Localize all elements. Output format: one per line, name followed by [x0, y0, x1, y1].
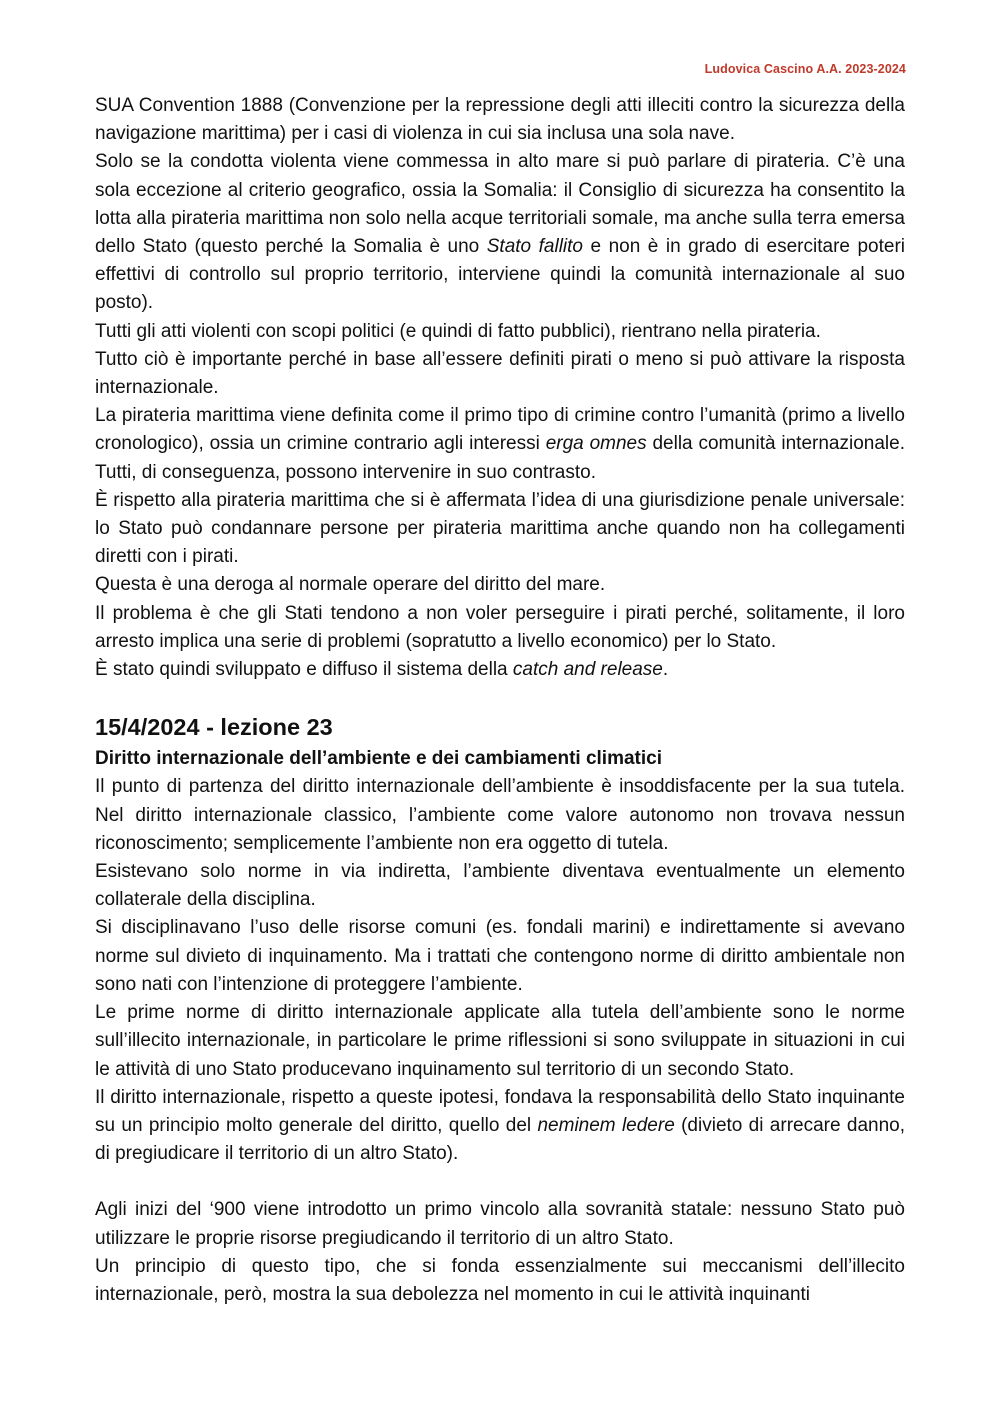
text-run: (divieto di arrecare danno, di pregiudicare il territorio di un altro Stato).: [95, 1114, 905, 1165]
text-run: e non è in grado di esercitare poteri effettivi di controllo sul proprio territorio, interviene quindi la comunità internazionale al suo posto).: [95, 236, 906, 314]
paragraph: Tutti gli atti violenti con scopi politici (e quindi di fatto pubblici), rientrano nella pirateria.: [95, 320, 821, 342]
paragraph: [95, 1084, 905, 1169]
italic-term: neminem ledere: [537, 1114, 675, 1136]
italic-term: erga omnes: [545, 433, 647, 455]
text-run: della comunità internazionale. Tutti, di conseguenza, possono intervenire in suo contrasto.: [95, 433, 905, 483]
text-run: È stato quindi sviluppato e diffuso il sistema della: [95, 659, 513, 681]
document-body: [95, 92, 905, 1309]
paragraph: Le prime norme di diritto internazionale applicate alla tutela dell’ambiente sono le norme sull’illecito internazionale, in particolare le prime riflessioni si sono sviluppate in situazioni in cui le attività di uno Stato producevano inquinamento sul territorio di un secondo Stato.: [95, 1002, 905, 1080]
paragraph: [95, 148, 905, 317]
text-run: La pirateria marittima viene definita come il primo tipo di crimine contro l’umanità (primo a livello cronologico), ossia un crimine contrario agli interessi: [95, 405, 905, 455]
paragraph-gap: [95, 1168, 905, 1196]
section-heading: 15/4/2024 - lezione 23: [95, 714, 333, 741]
text-run: Solo se la condotta violenta viene commessa in alto mare si può parlare di pirateria. C’è una sola eccezione al criterio geografico, ossia la Somalia: il Consiglio di sicurezza ha consentito la lotta alla pirateria marittima non solo nella acque territoriali somale, ma anche sulla terra emersa dello Stato (questo perché la Somalia è uno: [95, 151, 905, 258]
paragraph: Un principio di questo tipo, che si fonda essenzialmente sui meccanismi dell’illecito internazionale, però, mostra la sua debolezza nel momento in cui le attività inquinanti: [95, 1255, 905, 1305]
paragraph: SUA Convention 1888 (Convenzione per la repressione degli atti illeciti contro la sicurezza della navigazione marittima) per i casi di violenza in cui sia inclusa una sola nave.: [95, 95, 905, 145]
italic-term: catch and release: [512, 659, 663, 681]
paragraph: Si disciplinavano l’uso delle risorse comuni (es. fondali marini) e indirettamente si avevano norme sul divieto di inquinamento. Ma i trattati che contengono norme di diritto ambientale non sono nati con l’intenzione di proteggere l’ambiente.: [95, 917, 905, 995]
paragraph: È rispetto alla pirateria marittima che si è affermata l’idea di una giurisdizione penale universale: lo Stato può condannare persone per pirateria marittima anche quando non ha collegamenti diretti con i pirati.: [95, 489, 905, 568]
section-subheading: Diritto internazionale dell’ambiente e dei cambiamenti climatici: [95, 748, 662, 770]
paragraph: Tutto ciò è importante perché in base all’essere definiti pirati o meno si può attivare la risposta internazionale.: [95, 348, 905, 399]
paragraph: Il punto di partenza del diritto internazionale dell’ambiente è insoddisfacente per la sua tutela. Nel diritto internazionale classico, l’ambiente come valore autonomo non trovava nessun riconoscimento; semplicemente l’ambiente non era oggetto di tutela.: [95, 776, 905, 854]
page-header: Ludovica Cascino A.A. 2023-2024: [704, 62, 906, 76]
text-run: Il diritto internazionale, rispetto a queste ipotesi, fondava la responsabilità dello Stato inquinante su un principio molto generale del diritto, quello del: [95, 1086, 905, 1136]
paragraph: Agli inizi del ‘900 viene introdotto un primo vincolo alla sovranità statale: nessuno Stato può utilizzare le proprie risorse pregiudicando il territorio di un altro Stato.: [95, 1199, 905, 1249]
text-run: .: [662, 659, 669, 681]
paragraph: Il problema è che gli Stati tendono a non voler perseguire i pirati perché, solitamente, il loro arresto implica una serie di problemi (sopratutto a livello economico) per lo Stato.: [95, 602, 905, 652]
paragraph: [95, 402, 905, 487]
paragraph: Esistevano solo norme in via indiretta, l’ambiente diventava eventualmente un elemento collaterale della disciplina.: [95, 861, 905, 911]
italic-term: Stato fallito: [486, 236, 583, 258]
paragraph: Questa è una deroga al normale operare del diritto del mare.: [95, 574, 606, 596]
paragraph: [95, 656, 905, 684]
